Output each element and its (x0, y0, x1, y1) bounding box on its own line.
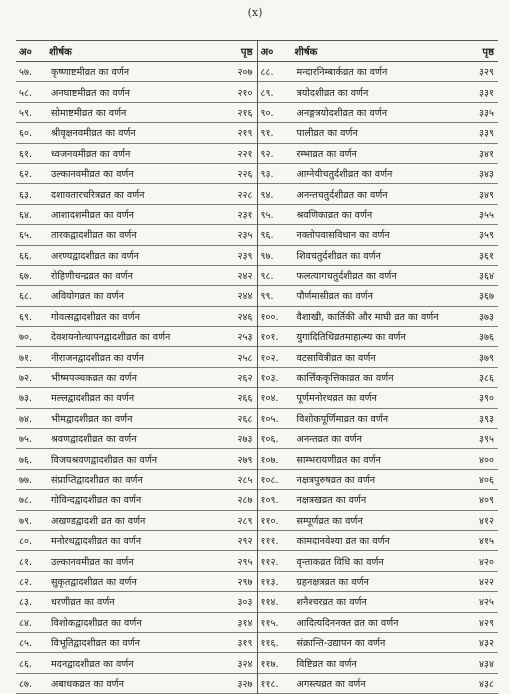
page-number-cell: २२८ (237, 189, 253, 201)
chapter-title: वृन्ताकव्रत विधि का वर्णन (296, 556, 384, 568)
chapter-number: १०९. (260, 495, 279, 507)
chapter-title: विभूतिद्वादशीव्रत का वर्णन (51, 638, 140, 650)
page-number-cell: २८५ (237, 475, 253, 486)
chapter-title: आग्नेयीचतुर्दशीव्रत का वर्णन (296, 169, 393, 181)
chapter-number: ८१. (19, 556, 33, 568)
chapter-title: आदित्यदिननक्त व्रत का वर्णन (296, 617, 399, 629)
page-number-cell: ३५५ (479, 209, 494, 221)
chapter-title: संक्रान्ति-उद्यापन का वर्णन (296, 638, 386, 650)
page-number-cell: ४२० (479, 556, 494, 568)
chapter-title: नक्षत्रखव्रत का वर्णन (296, 495, 367, 507)
toc-entry (258, 184, 499, 204)
toc-entry (16, 82, 257, 102)
chapter-number: ६३. (19, 189, 33, 201)
column-header (16, 41, 257, 62)
chapter-number: १११. (260, 536, 279, 548)
page-number-cell: ४३४ (479, 658, 494, 670)
page-number-cell: ४३८ (479, 678, 494, 690)
toc-entry (258, 164, 499, 184)
chapter-title: नीराजनद्वादशीव्रत का वर्णन (51, 352, 145, 364)
page-number-cell: २२१ (237, 148, 253, 160)
toc-entry (258, 592, 499, 612)
chapter-title: विशोकपूर्णिमाव्रत का वर्णन (296, 413, 389, 425)
chapter-title: ग्रहनक्षत्रव्रत का वर्णन (296, 576, 369, 588)
page-number-cell: २७३ (237, 434, 253, 446)
chapter-title: श्रवणिकाव्रत का वर्णन (296, 209, 373, 221)
page-number-cell: २७९ (237, 454, 253, 466)
chapter-number: ७६. (19, 454, 33, 466)
toc-entry (258, 551, 499, 571)
page-number-cell: ३७९ (479, 352, 494, 364)
chapter-title: भीमद्वादशीव्रत का वर्णन (51, 413, 133, 425)
chapter-number: ९९. (260, 291, 274, 303)
toc-entry (258, 123, 499, 143)
chapter-title: अनन्तव्रत का वर्णन (296, 434, 362, 446)
page-number-cell: २४२ (237, 271, 253, 283)
chapter-number: ८८. (260, 67, 274, 79)
chapter-title: अनन्तचतुर्दशीव्रत का वर्णन (296, 189, 388, 201)
page-number-cell: २१६ (237, 107, 253, 119)
toc-entry (16, 205, 257, 225)
toc-entry (258, 674, 499, 694)
chapter-title: कार्त्तिककृत्तिकाव्रत का वर्णन (296, 373, 394, 385)
chapter-title: तारकद्वादशीव्रत का वर्णन (51, 230, 137, 242)
chapter-title: संप्राप्तिद्वादशीव्रत का वर्णन (51, 475, 143, 486)
chapter-number: ६२. (19, 169, 33, 181)
chapter-number: ११५. (260, 617, 279, 629)
chapter-number: ११८. (260, 678, 279, 690)
toc-entry (258, 633, 499, 653)
chapter-title: युगादितिथिव्रतमाहात्म्य का वर्णन (296, 332, 406, 344)
header-chapter-number: अ० (260, 47, 274, 58)
toc-entry (16, 613, 257, 633)
chapter-number: १०८. (260, 475, 279, 486)
chapter-title: मदनद्वादशीव्रत का वर्णन (51, 658, 134, 670)
page-number: (x) (247, 6, 263, 19)
page-number-cell: २८७ (237, 495, 253, 507)
toc-entry (258, 409, 499, 429)
chapter-title: विजयश्रवणद्वादशीव्रत का वर्णन (51, 454, 158, 466)
page-number-cell: २१० (237, 87, 253, 99)
chapter-title: श्रवणद्वादशीव्रत का वर्णन (51, 434, 137, 446)
page-number-cell: २६६ (237, 393, 253, 405)
chapter-title: शनैश्चरव्रत का वर्णन (296, 597, 367, 609)
chapter-number: ९३. (260, 169, 274, 181)
chapter-number: ८०. (19, 536, 33, 548)
chapter-number: ६१. (19, 148, 33, 160)
toc-entry (16, 347, 257, 367)
page-number-cell: ३९० (479, 393, 494, 405)
chapter-title: सम्पूर्णव्रत का वर्णन (296, 515, 363, 527)
toc-entry (16, 327, 257, 347)
page-number-cell: ३१४ (237, 617, 253, 629)
page-number-cell: २५३ (237, 332, 253, 344)
toc-entry (258, 327, 499, 347)
toc-entry (258, 368, 499, 388)
chapter-number: ६९. (19, 311, 33, 323)
chapter-number: ९४. (260, 189, 274, 201)
chapter-title: पूर्णमनोरथव्रत का वर्णन (296, 393, 377, 405)
chapter-title: दशावतारचरित्रव्रत का वर्णन (51, 189, 145, 201)
page-number-cell: ३९३ (479, 413, 494, 425)
chapter-title: श्रीवृक्षनवमीव्रत का वर्णन (51, 128, 136, 140)
chapter-number: ११६. (260, 638, 279, 650)
chapter-title: अगस्त्यव्रत का वर्णन (296, 678, 366, 690)
toc-entry (16, 184, 257, 204)
toc-entry (16, 490, 257, 510)
chapter-number: ६४. (19, 209, 33, 221)
page-number-cell: ३६१ (479, 250, 494, 262)
page-number-cell: २६२ (237, 373, 253, 385)
toc-column-right (258, 41, 499, 694)
chapter-title: अबाधकव्रत का वर्णन (51, 678, 124, 690)
toc-entry (258, 103, 499, 123)
toc-entry (16, 164, 257, 184)
page-number-cell: ३९५ (479, 434, 494, 446)
header-page: पृष्ठ (240, 47, 253, 58)
page-number-cell: ४२२ (479, 576, 494, 588)
chapter-number: ८७. (19, 678, 33, 690)
page-number-cell: ४२५ (479, 597, 494, 609)
toc-entry (16, 307, 257, 327)
page-number-cell: ३६७ (479, 291, 494, 303)
chapter-number: १०४. (260, 393, 279, 405)
toc-entry (258, 286, 499, 306)
chapter-title: मन्दारनिम्बार्कव्रत का वर्णन (296, 67, 388, 79)
chapter-title: अनघाष्टमीव्रत का वर्णन (51, 87, 130, 99)
page-number-cell: ४१२ (479, 515, 494, 527)
chapter-number: ७३. (19, 393, 33, 405)
page-number-cell: २९७ (237, 576, 253, 588)
chapter-title: शिवचतुर्दशीव्रत का वर्णन (296, 250, 381, 262)
chapter-number: ११२. (260, 556, 279, 568)
page-number-cell: २४६ (237, 311, 253, 323)
toc-entry (258, 572, 499, 592)
toc-entry (16, 246, 257, 266)
chapter-title: मल्लद्वादशीव्रत का वर्णन (51, 393, 135, 405)
page-number-cell: ३३९ (479, 128, 494, 140)
toc-entry (16, 409, 257, 429)
chapter-number: १०३. (260, 373, 279, 385)
chapter-number: १०५. (260, 413, 279, 425)
chapter-number: ८५. (19, 638, 33, 650)
page-number-cell: ३२७ (237, 678, 253, 690)
page-number-cell: ३३१ (479, 87, 494, 99)
page-number-cell: २९२ (237, 536, 253, 548)
toc-entry (258, 307, 499, 327)
table-of-contents (16, 40, 498, 694)
toc-entry (258, 388, 499, 408)
page-number-cell: ३७३ (479, 311, 494, 323)
chapter-number: ११०. (260, 515, 279, 527)
page-number-cell: २३९ (237, 250, 253, 262)
chapter-number: ९८. (260, 271, 274, 283)
page-number-cell: ४२९ (479, 617, 494, 629)
chapter-title: साम्भरायणीव्रत का वर्णन (296, 454, 381, 466)
chapter-title: गोवत्सद्वादशीव्रत का वर्णन (51, 311, 140, 323)
page-number-cell: ४०० (479, 454, 494, 466)
chapter-title: अवियोगव्रत का वर्णन (51, 291, 124, 303)
toc-entry (16, 531, 257, 551)
page-number-cell: २०७ (237, 67, 253, 79)
chapter-number: ५७. (19, 67, 33, 79)
chapter-title: धरणीव्रत का वर्णन (51, 597, 115, 609)
chapter-number: ७७. (19, 475, 33, 486)
toc-entry (258, 266, 499, 286)
chapter-number: १०७. (260, 454, 279, 466)
toc-entry (16, 674, 257, 694)
chapter-title: पालीव्रत का वर्णन (296, 128, 358, 140)
chapter-title: गोविन्दद्वादशीव्रत का वर्णन (51, 495, 142, 507)
chapter-number: ९७. (260, 250, 274, 262)
chapter-title: त्रयोदशीव्रत का वर्णन (296, 87, 369, 99)
chapter-number: ९६. (260, 230, 274, 242)
page-number-cell: २८९ (237, 515, 253, 527)
toc-entry (258, 613, 499, 633)
header-title: शीर्षक (49, 47, 72, 58)
chapter-number: ७५. (19, 434, 33, 446)
toc-entry (16, 429, 257, 449)
page-number-cell: ३७६ (479, 332, 494, 344)
page-number-cell: २२६ (237, 169, 253, 181)
toc-entry (258, 347, 499, 367)
page-number-cell: ३३५ (479, 107, 494, 119)
page-number-cell: ३०३ (237, 597, 253, 609)
toc-entry (16, 144, 257, 164)
toc-column-left (16, 41, 258, 694)
page-number-cell: ३२९ (479, 67, 494, 79)
toc-entry (16, 225, 257, 245)
page-number-cell: ३४९ (479, 189, 494, 201)
toc-entry (16, 511, 257, 531)
chapter-title: ध्वजनवमीव्रत का वर्णन (51, 148, 131, 160)
chapter-title: देवशयनोत्थापनद्वादशीव्रत का वर्णन (51, 332, 171, 344)
toc-rows-right (258, 62, 499, 694)
page-number-cell: ३५९ (479, 230, 494, 242)
toc-entry (16, 470, 257, 490)
chapter-title: अखण्डद्वादशी व्रत का वर्णन (51, 515, 146, 527)
chapter-title: नक्षत्रपुरुषव्रत का वर्णन (296, 475, 376, 486)
chapter-title: अनङ्गत्रयोदशीव्रत का वर्णन (296, 107, 388, 119)
chapter-number: ६५. (19, 230, 33, 242)
page-number-cell: ३४१ (479, 148, 494, 160)
toc-entry (16, 551, 257, 571)
header-title: शीर्षक (294, 47, 318, 58)
toc-entry (16, 572, 257, 592)
header-chapter-number: अ० (19, 47, 32, 58)
toc-rows-left (16, 62, 257, 694)
chapter-title: सुकृतद्वादशीव्रत का वर्णन (51, 576, 137, 588)
chapter-number: ७१. (19, 352, 33, 364)
page-number-cell: ४१५ (479, 536, 494, 548)
chapter-number: ६०. (19, 128, 33, 140)
page-number-cell: ४०९ (479, 495, 494, 507)
page-number-cell: २३१ (237, 209, 253, 221)
page-number-cell: २६८ (237, 413, 253, 425)
chapter-number: १०२. (260, 352, 279, 364)
header-page: पृष्ठ (482, 47, 494, 58)
toc-entry (16, 368, 257, 388)
toc-entry (258, 246, 499, 266)
toc-entry (258, 62, 499, 82)
page-number-cell: २४४ (237, 291, 253, 303)
chapter-number: ८३. (19, 597, 33, 609)
chapter-number: ७०. (19, 332, 33, 344)
chapter-title: भीष्मपञ्चकव्रत का वर्णन (51, 373, 137, 385)
toc-entry (16, 123, 257, 143)
chapter-title: विशोकद्वादशीव्रत का वर्णन (51, 617, 142, 629)
chapter-title: उल्कानवमीव्रत का वर्णन (51, 556, 134, 568)
chapter-title: कामदानवेश्या व्रत का वर्णन (296, 536, 390, 548)
page-number-cell: ४३२ (479, 638, 494, 650)
chapter-title: वैशाखी, कार्तिकी और माघी व्रत का वर्णन (296, 311, 439, 323)
page-number-cell: ३४३ (479, 169, 494, 181)
toc-entry (258, 82, 499, 102)
chapter-number: ११७. (260, 658, 279, 670)
chapter-number: ७८. (19, 495, 33, 507)
toc-entry (258, 429, 499, 449)
chapter-number: ११४. (260, 597, 279, 609)
chapter-number: ९१. (260, 128, 274, 140)
chapter-title: आशादशमीव्रत का वर्णन (51, 209, 135, 221)
page-number-cell: ४०६ (479, 475, 494, 486)
page-number-cell: २९५ (237, 556, 253, 568)
chapter-number: ९०. (260, 107, 274, 119)
page-number-cell: ३६४ (479, 271, 494, 283)
chapter-title: वटसावित्रीव्रत का वर्णन (296, 352, 376, 364)
chapter-number: ७४. (19, 413, 33, 425)
chapter-number: ८२. (19, 576, 33, 588)
toc-entry (258, 225, 499, 245)
toc-entry (258, 531, 499, 551)
chapter-number: ११३. (260, 576, 279, 588)
chapter-number: ६८. (19, 291, 33, 303)
toc-entry (16, 388, 257, 408)
chapter-number: ८९. (260, 87, 274, 99)
toc-entry (16, 449, 257, 469)
chapter-number: १००. (260, 311, 279, 323)
chapter-number: ९२. (260, 148, 274, 160)
toc-entry (16, 286, 257, 306)
chapter-number: १०१. (260, 332, 279, 344)
chapter-title: नक्तोपवासविधान का वर्णन (296, 230, 390, 242)
page-number-cell: ३२४ (237, 658, 253, 670)
toc-entry (258, 205, 499, 225)
page-number-cell: २५८ (237, 352, 253, 364)
toc-entry (16, 592, 257, 612)
chapter-title: फलत्यागचतुर्दशीव्रत का वर्णन (296, 271, 397, 283)
toc-entry (16, 103, 257, 123)
chapter-title: रम्भाव्रत का वर्णन (296, 148, 357, 160)
chapter-title: मनोरथद्वादशीव्रत का वर्णन (51, 536, 142, 548)
chapter-title: विष्टिव्रत का वर्णन (296, 658, 357, 670)
chapter-number: ८६. (19, 658, 33, 670)
toc-entry (258, 449, 499, 469)
toc-entry (16, 266, 257, 286)
toc-entry (258, 144, 499, 164)
chapter-title: कृष्णाष्टमीव्रत का वर्णन (51, 67, 130, 79)
chapter-number: ८४. (19, 617, 33, 629)
page-number-cell: २१९ (237, 128, 253, 140)
toc-entry (16, 62, 257, 82)
toc-entry (258, 470, 499, 490)
chapter-number: १०६. (260, 434, 279, 446)
chapter-number: ९५. (260, 209, 274, 221)
chapter-title: रोहिणीचन्द्रव्रत का वर्णन (51, 271, 133, 283)
column-header (258, 41, 499, 62)
toc-entry (258, 511, 499, 531)
page-number-cell: २३५ (237, 230, 253, 242)
page-number-cell: ३८६ (479, 373, 494, 385)
chapter-title: अरण्यद्वादशीव्रत का वर्णन (51, 250, 139, 262)
chapter-title: पौर्णमासीव्रत का वर्णन (296, 291, 373, 303)
chapter-number: ७२. (19, 373, 33, 385)
chapter-title: सोमाष्टमीव्रत का वर्णन (51, 107, 127, 119)
chapter-title: उल्कानवमीव्रत का वर्णन (51, 169, 134, 181)
chapter-number: ६६. (19, 250, 33, 262)
chapter-number: ६७. (19, 271, 33, 283)
toc-entry (258, 490, 499, 510)
chapter-number: ७९. (19, 515, 33, 527)
chapter-number: ५८. (19, 87, 33, 99)
chapter-number: ५९. (19, 107, 33, 119)
toc-entry (16, 633, 257, 653)
page-number-cell: ३१९ (237, 638, 253, 650)
